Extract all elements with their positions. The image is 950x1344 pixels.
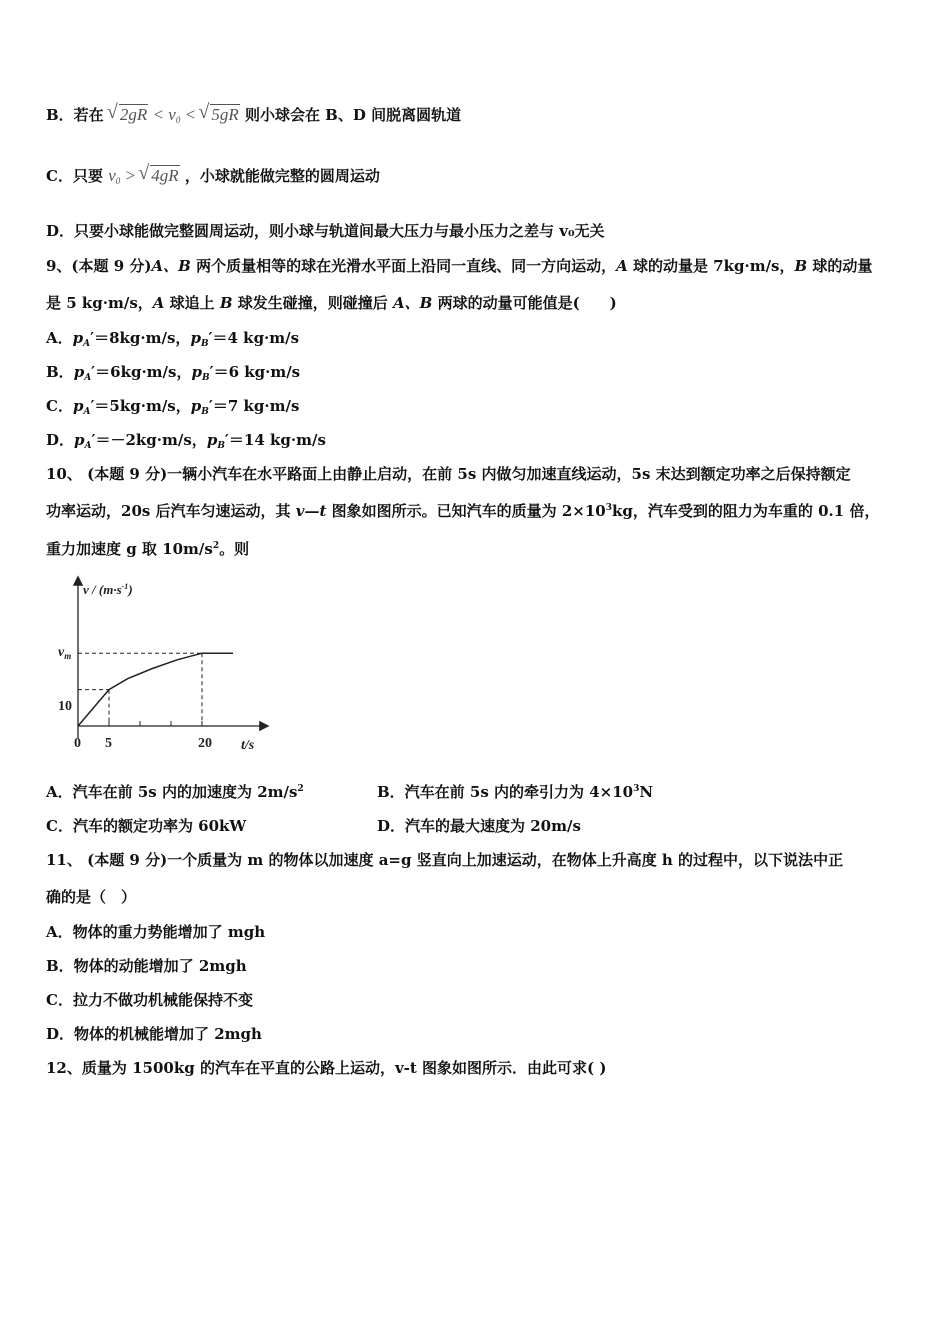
- q11-stem-line2: 确的是（ ）: [46, 888, 137, 906]
- x-tick-0: 0: [74, 736, 81, 751]
- q11-stem-line1: 11、 (本题 9 分)一个质量为 m 的物体以加速度 a=g 竖直向上加速运动，在物体上升高度 h 的过程中，以下说法中正: [46, 851, 844, 869]
- q11-option-a: A．物体的重力势能增加了 mgh: [46, 923, 266, 941]
- q10-stem-line2: 功率运动，20s 后汽车匀速运动，其 v—t 图象如图所示。已知汽车的质量为 $2\times 10^3kg$，汽车受到的阻力为车重的 0.1 倍，: [46, 502, 880, 520]
- x-axis-label: t/s: [241, 738, 255, 753]
- q10-option-c: C．汽车的额定功率为 60kW: [46, 817, 247, 835]
- y-axis-label: $v / (m\cdot s^{-1})$: [83, 582, 133, 597]
- q9-option-c: C．$p_A'=5kg\cdot m/s$，$p_B'=7$ kg·m/s: [46, 397, 300, 417]
- x-tick-5: 5: [105, 736, 112, 751]
- q10-option-d: D．汽车的最大速度为 20m/s: [377, 817, 581, 835]
- q11-option-b: B．物体的动能增加了 2mgh: [46, 957, 247, 975]
- q8-option-d: D．只要小球能做完整圆周运动，则小球与轨道间最大压力与最小压力之差与 v₀无关: [46, 222, 605, 240]
- q12-stem: 12、质量为 1500kg 的汽车在平直的公路上运动，v-t 图象如图所示．由此可求( ): [46, 1059, 607, 1077]
- q9-option-d: D．$p_A'=-2kg\cdot m/s$，$p_B'=14$ kg·m/s: [46, 431, 326, 451]
- q9-stem-line2: 是 5 kg·m/s，A 球追上 B 球发生碰撞，则碰撞后 A、B 两球的动量可能值是( ): [46, 294, 617, 312]
- q10-option-a: A．汽车在前 5s 内的加速度为 $2m/s^2$: [46, 783, 304, 801]
- q9-option-b: B．$p_A'=6kg\cdot m/s$，$p_B'=6$ kg·m/s: [46, 363, 301, 383]
- q9-option-a: A．$p_A'=8kg\cdot m/s$，$p_B'=4$ kg·m/s: [46, 329, 300, 349]
- q8-option-c: C．只要 $v_0$ > √ 4gR ，小球就能做完整的圆周运动: [46, 165, 380, 186]
- y-tick-10: 10: [58, 699, 72, 714]
- q8-option-b: B．若在 √ $2gR < v_0$ < √ 5gR 则小球会在 B、D 间脱离圆轨道: [46, 104, 461, 125]
- q9-stem-line1: 9、(本题 9 分)A、B 两个质量相等的球在光滑水平面上沿同一直线、同一方向运动，A 球的动量是 7kg·m/s，B 球的动量: [46, 257, 873, 275]
- q11-option-c: C．拉力不做功机械能保持不变: [46, 991, 253, 1009]
- vt-graph: [55, 572, 275, 757]
- y-tick-vm: $v_m$: [58, 645, 72, 661]
- q10-option-b: B．汽车在前 5s 内的牵引力为 $4\times 10^3N$: [377, 783, 654, 801]
- x-ticks: [109, 721, 202, 726]
- q10-stem-line3: 重力加速度 g 取 $10m/s^2$。则: [46, 540, 250, 558]
- q10-stem-line1: 10、 (本题 9 分)一辆小汽车在水平路面上由静止启动，在前 5s 内做匀加速直线运动，5s 末达到额定功率之后保持额定: [46, 465, 851, 483]
- q11-option-d: D．物体的机械能增加了 2mgh: [46, 1025, 262, 1043]
- x-tick-20: 20: [198, 736, 212, 751]
